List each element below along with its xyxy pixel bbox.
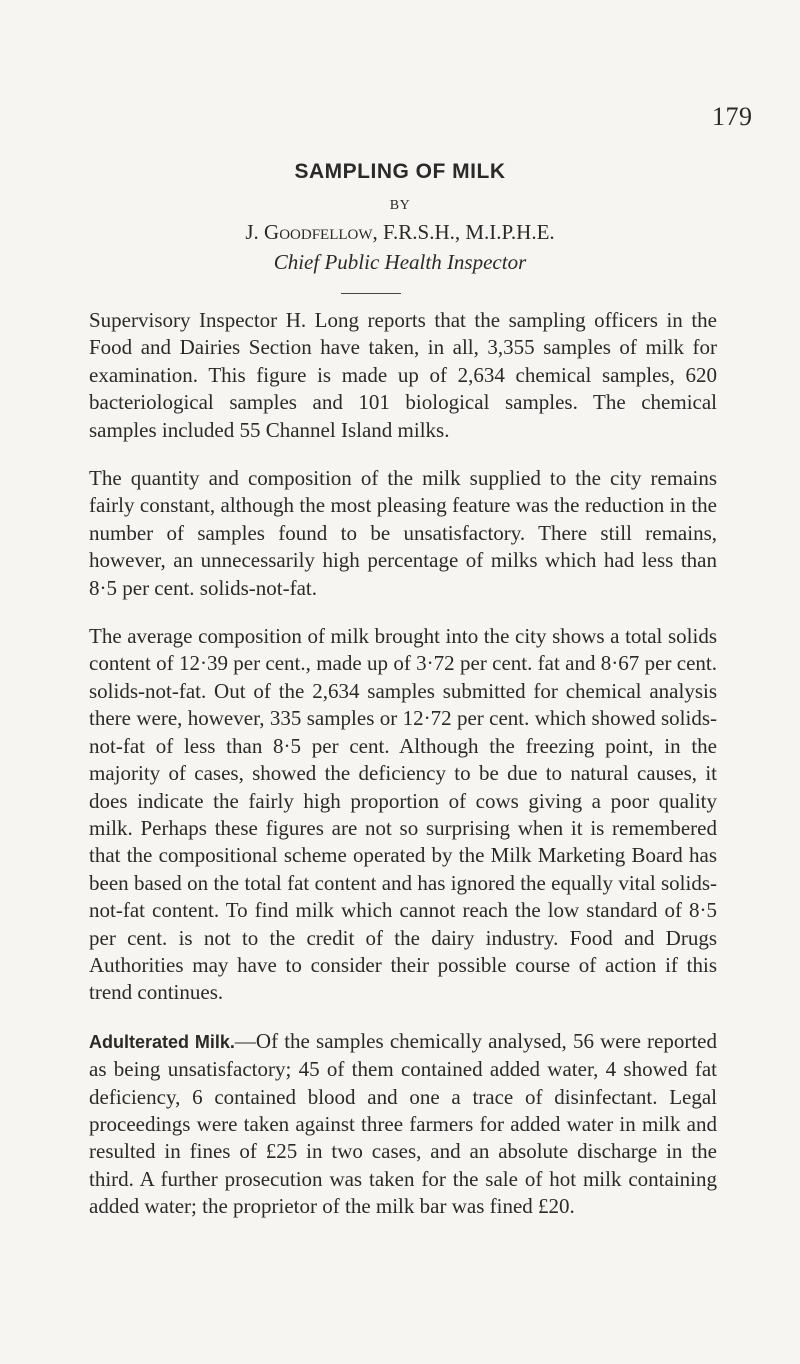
page-number: 179 xyxy=(712,102,753,131)
paragraph-4-text: —Of the samples chemically analysed, 56 were reported as being unsatisfactory; 45 of them contained added water, 4 showed fat deficiency, 6 contained blood and one a trace of disinfectant. Legal proceedings were taken against three farmers for added water in milk and resulted in fines of £25 in two cases, and an absolute discharge in the third. A further prosecution was taken for the sale of hot milk containing added water; the proprietor of the milk bar was fined £20. xyxy=(89,1028,717,1219)
paragraph-3: The average composition of milk brought into the city shows a total solids content of 12·39 per cent., made up of 3·72 per cent. fat and 8·67 per cent. solids-not-fat. Out of the 2,634 samples submitted for chemical analysis there were, however, 335 samples or 12·72 per cent. which showed solids-not-fat of less than 8·5 per cent. Although the freezing point, in the majority of cases, showed the deficiency to be due to natural causes, it does indicate the fairly high proportion of cows giving a poor quality milk. Perhaps these figures are not so surprising when it is remembered that the compositional scheme operated by the Milk Marketing Board has been based on the total fat content and has ignored the equally vital solids-not-fat content. To find milk which cannot reach the low standard of 8·5 per cent. is not to the credit of the dairy industry. Food and Drugs Authorities may have to consider their possible course of action if this trend continues. xyxy=(89,624,717,1005)
author-line xyxy=(0,220,800,245)
author-credentials: , F.R.S.H., M.I.P.H.E. xyxy=(372,220,555,244)
paragraph-2: The quantity and composition of the milk supplied to the city remains fairly constant, although the most pleasing feature was the reduction in the number of samples found to be unsatisfactory. There still remains, however, an unnecessarily high percentage of milks which had less than 8·5 per cent. solids-not-fat. xyxy=(89,466,717,600)
byline-by: BY xyxy=(389,198,411,213)
author-role: Chief Public Health Inspector xyxy=(273,250,527,274)
author-initial: J. xyxy=(245,220,259,244)
paragraph-1: Supervisory Inspector H. Long reports that the sampling officers in the Food and Dairies Section have taken, in all, 3,355 samples of milk for examination. This figure is made up of 2,634 chemical samples, 620 bacteriological samples and 101 biological samples. The chemical samples included 55 Channel Island milks. xyxy=(89,308,717,442)
article-title: SAMPLING OF MILK xyxy=(294,160,506,183)
article-body xyxy=(89,307,717,1242)
paragraph-4 xyxy=(89,1028,717,1221)
author-surname: Goodfellow xyxy=(264,220,373,244)
section-heading-adulterated-milk: Adulterated Milk. xyxy=(89,1031,235,1052)
divider xyxy=(341,293,401,294)
